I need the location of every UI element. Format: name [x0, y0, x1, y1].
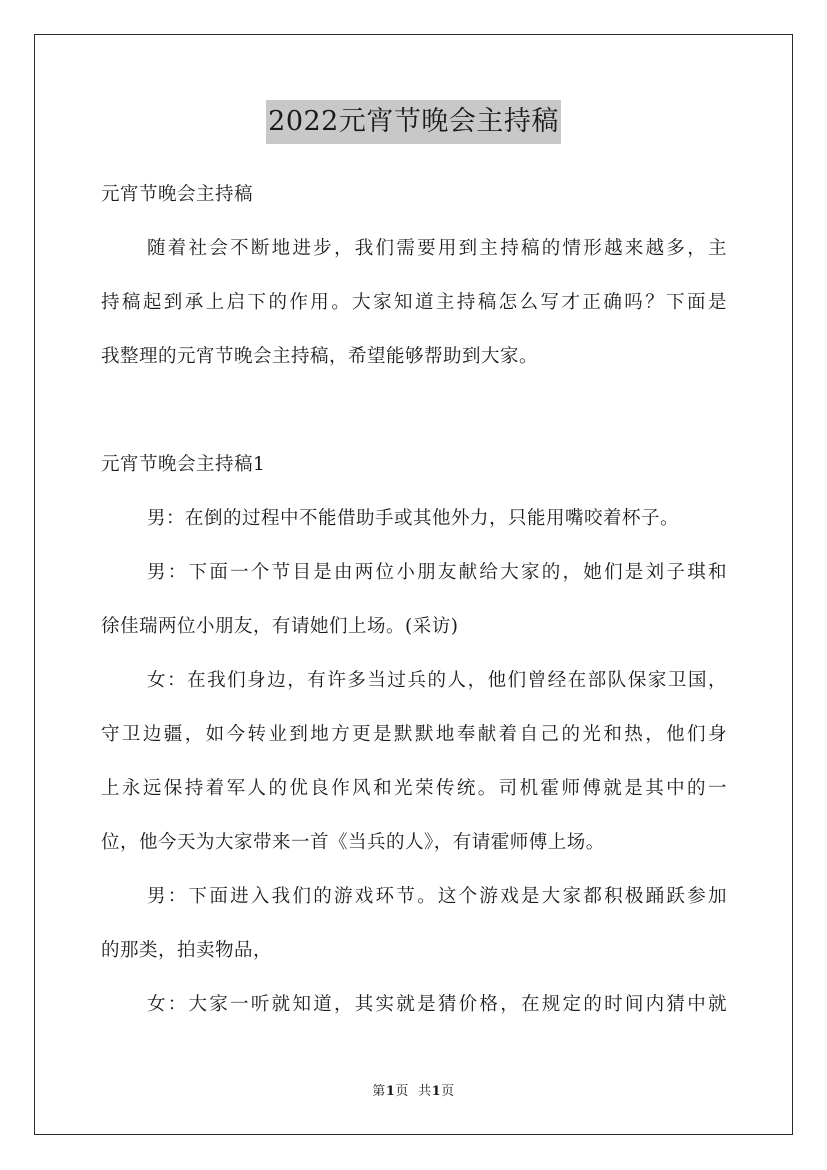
- page-footer: [0, 1082, 827, 1102]
- paragraph-line: 女：大家一听就知道，其实就是猜价格，在规定的时间内猜中就: [147, 994, 727, 1015]
- section-heading: 元宵节晚会主持稿1: [101, 454, 266, 475]
- paragraph-line: 位，他今天为大家带来一首《当兵的人》，有请霍师傅上场。: [101, 832, 605, 853]
- paragraph-line: 随着社会不断地进步，我们需要用到主持稿的情形越来越多，主: [147, 238, 727, 259]
- footer-page-number: 1: [385, 1084, 396, 1099]
- document-title-text: 2022元宵节晚会主持稿: [266, 100, 561, 144]
- footer-page-total: 1: [431, 1084, 442, 1099]
- paragraph-line: 男：下面进入我们的游戏环节。这个游戏是大家都积极踊跃参加: [147, 886, 727, 907]
- document-title: [0, 100, 827, 144]
- paragraph-line: 女：在我们身边，有许多当过兵的人，他们曾经在部队保家卫国，: [147, 670, 727, 691]
- paragraph-line: 守卫边疆，如今转业到地方更是默默地奉献着自己的光和热，他们身: [101, 724, 727, 745]
- paragraph-line: 持稿起到承上启下的作用。大家知道主持稿怎么写才正确吗？下面是: [101, 292, 727, 313]
- paragraph-line: 上永远保持着军人的优良作风和光荣传统。司机霍师傅就是其中的一: [101, 778, 727, 799]
- footer-suffix: 页: [441, 1084, 455, 1099]
- paragraph-line: 我整理的元宵节晚会主持稿，希望能够帮助到大家。: [101, 346, 539, 367]
- section-heading: 元宵节晚会主持稿: [101, 184, 254, 205]
- paragraph-line: 的那类，拍卖物品，: [101, 940, 273, 961]
- paragraph-line: 徐佳瑞两位小朋友，有请她们上场。(采访): [101, 616, 459, 637]
- footer-prefix: 第: [372, 1084, 386, 1099]
- footer-middle: 页 共: [395, 1084, 432, 1099]
- paragraph-line: 男：在倒的过程中不能借助手或其他外力，只能用嘴咬着杯子。: [147, 508, 680, 529]
- paragraph-line: 男：下面一个节目是由两位小朋友献给大家的，她们是刘子琪和: [147, 562, 727, 583]
